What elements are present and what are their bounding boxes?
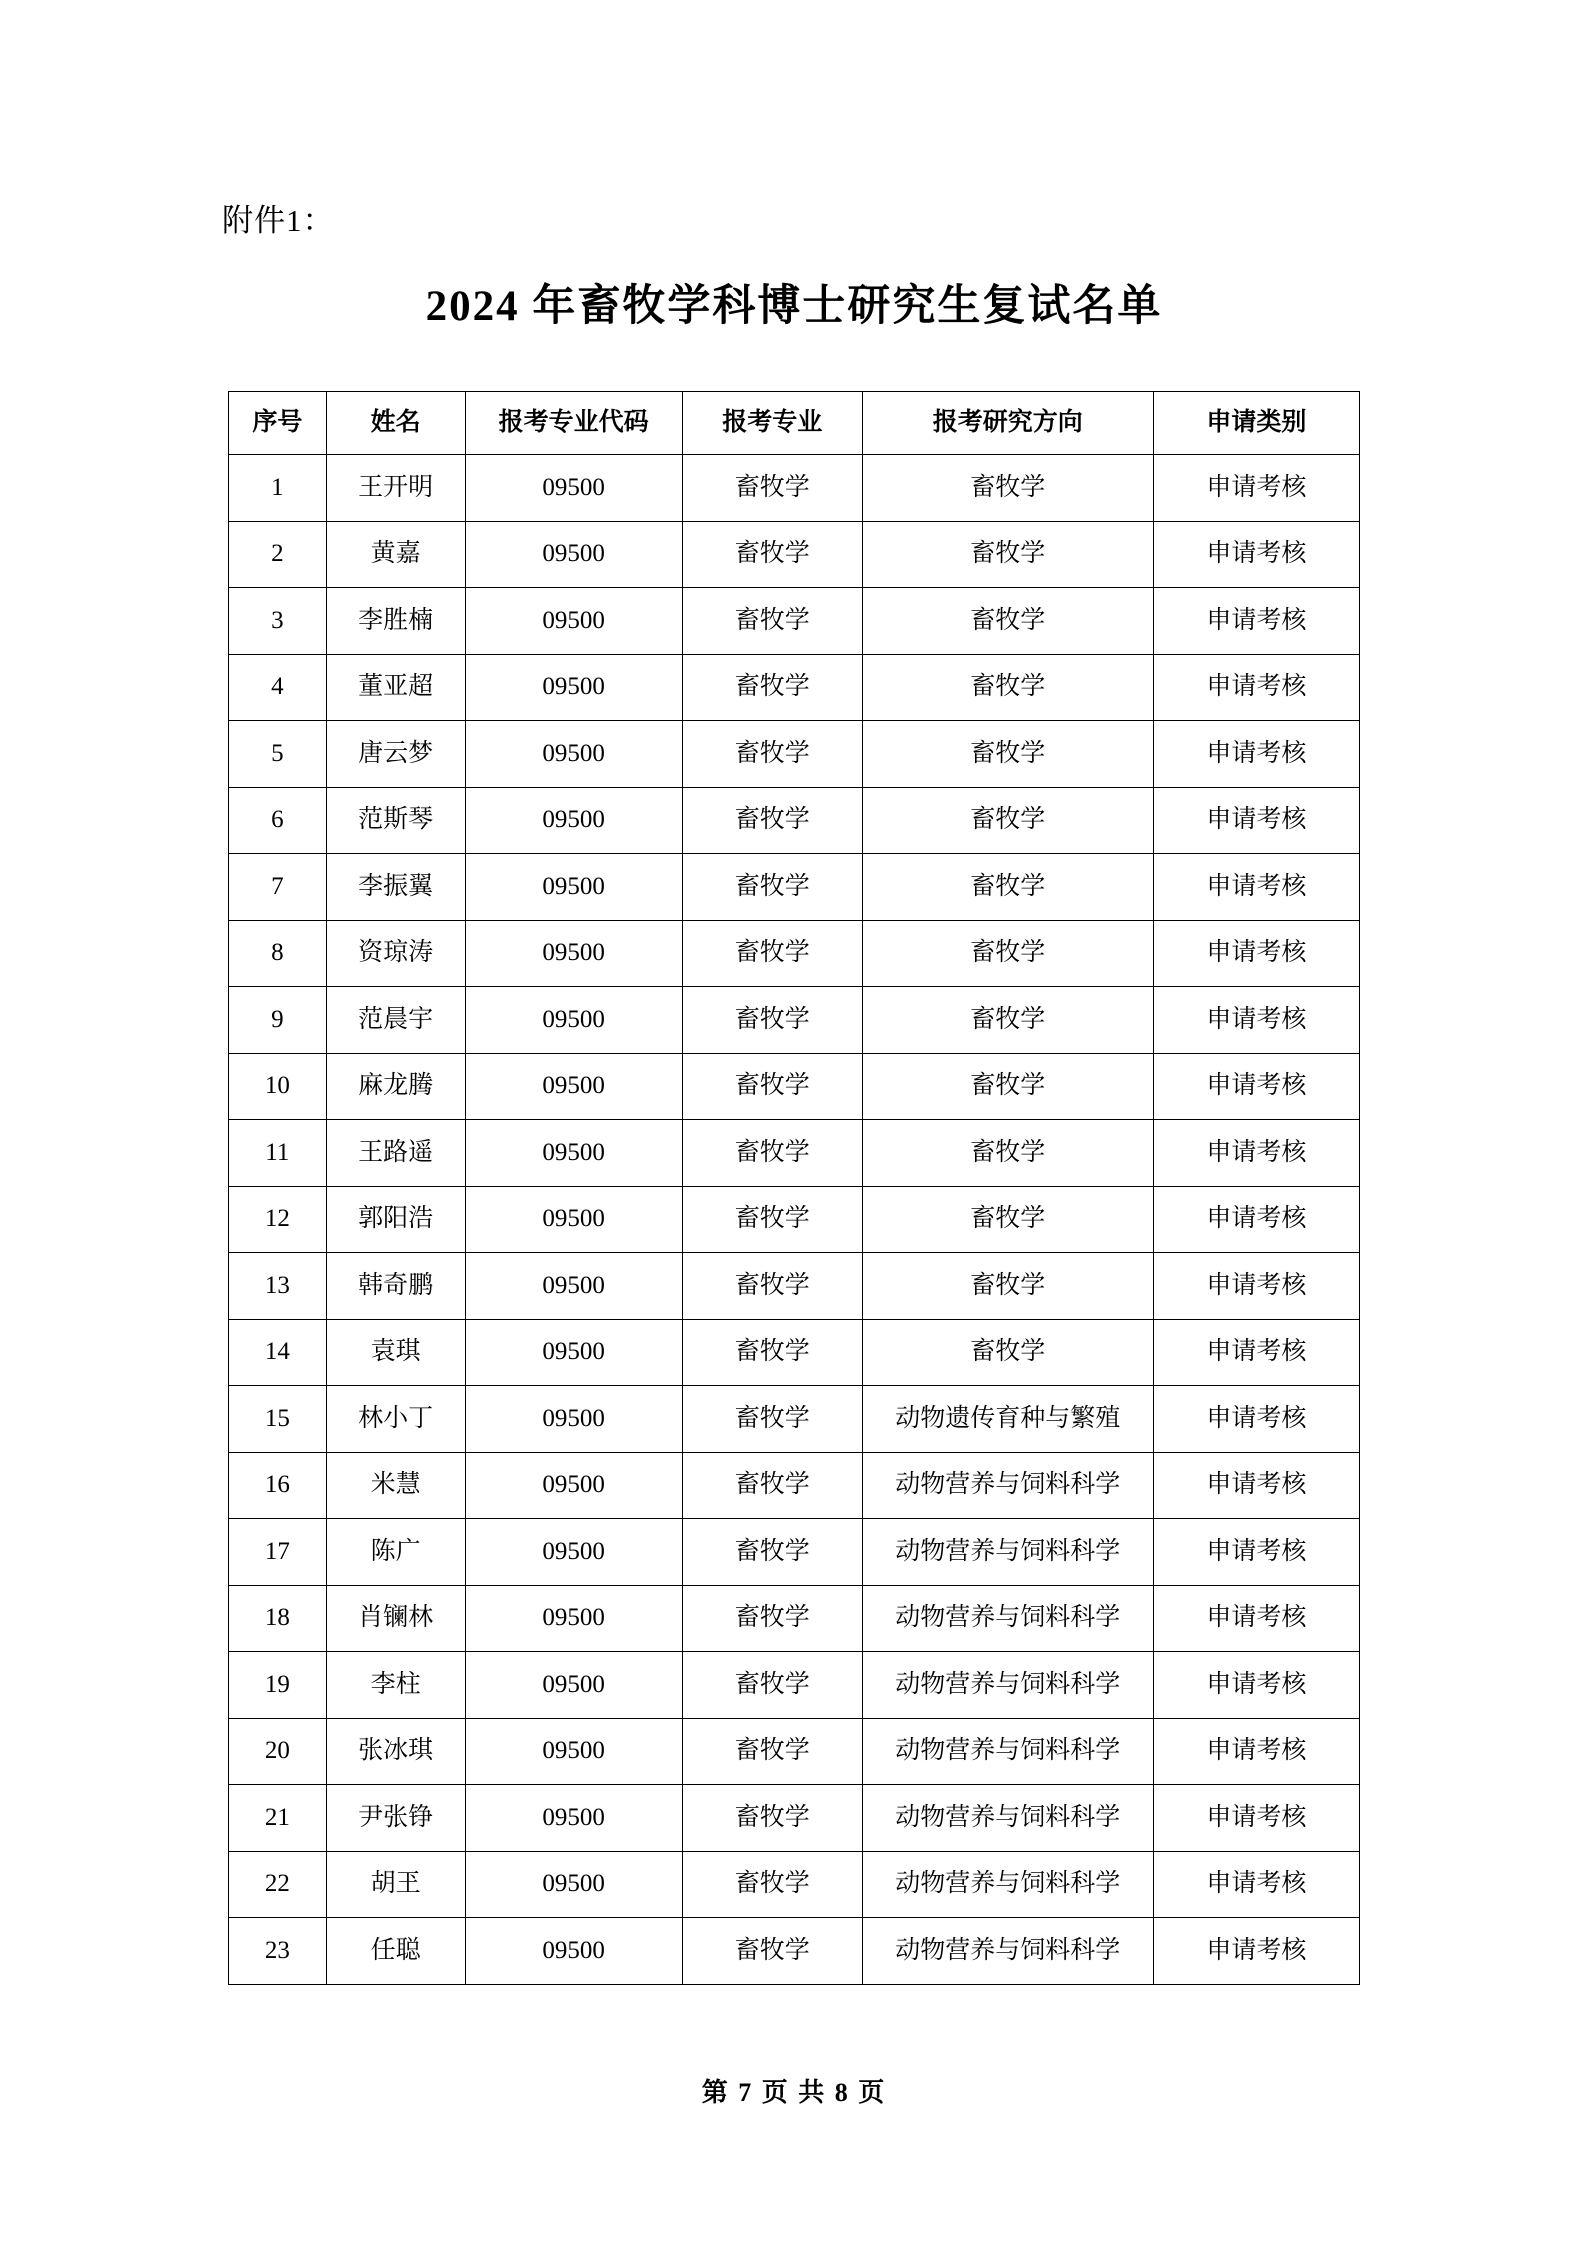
cell-major: 畜牧学 (682, 787, 862, 854)
cell-index: 18 (229, 1585, 327, 1652)
cell-research-direction: 畜牧学 (862, 987, 1153, 1054)
cell-application-type: 申请考核 (1153, 920, 1359, 987)
cell-major: 畜牧学 (682, 1319, 862, 1386)
cell-major: 畜牧学 (682, 1585, 862, 1652)
cell-name: 张冰琪 (326, 1718, 465, 1785)
cell-index: 5 (229, 721, 327, 788)
roster-table-body (229, 455, 1360, 1985)
table-row (229, 1452, 1360, 1519)
table-row (229, 721, 1360, 788)
roster-table (228, 391, 1360, 1985)
table-row (229, 1053, 1360, 1120)
cell-name: 肖镧林 (326, 1585, 465, 1652)
cell-major-code: 09500 (465, 455, 682, 522)
column-header-index: 序号 (229, 392, 327, 455)
cell-research-direction: 动物营养与饲料科学 (862, 1851, 1153, 1918)
cell-major-code: 09500 (465, 1253, 682, 1320)
cell-major: 畜牧学 (682, 920, 862, 987)
cell-major-code: 09500 (465, 1319, 682, 1386)
cell-major: 畜牧学 (682, 1718, 862, 1785)
cell-name: 王路遥 (326, 1120, 465, 1187)
cell-major-code: 09500 (465, 521, 682, 588)
cell-name: 唐云梦 (326, 721, 465, 788)
cell-major: 畜牧学 (682, 1519, 862, 1586)
cell-major-code: 09500 (465, 1918, 682, 1985)
cell-research-direction: 畜牧学 (862, 920, 1153, 987)
column-header-application-type: 申请类别 (1153, 392, 1359, 455)
cell-application-type: 申请考核 (1153, 521, 1359, 588)
cell-major-code: 09500 (465, 987, 682, 1054)
cell-research-direction: 动物营养与饲料科学 (862, 1452, 1153, 1519)
cell-major: 畜牧学 (682, 854, 862, 921)
cell-application-type: 申请考核 (1153, 854, 1359, 921)
cell-name: 袁琪 (326, 1319, 465, 1386)
cell-index: 1 (229, 455, 327, 522)
cell-major-code: 09500 (465, 1053, 682, 1120)
cell-major-code: 09500 (465, 1452, 682, 1519)
table-row (229, 920, 1360, 987)
cell-index: 2 (229, 521, 327, 588)
cell-research-direction: 动物营养与饲料科学 (862, 1585, 1153, 1652)
cell-name: 黄嘉 (326, 521, 465, 588)
cell-major-code: 09500 (465, 654, 682, 721)
page-title: 2024 年畜牧学科博士研究生复试名单 (425, 283, 1163, 330)
cell-major: 畜牧学 (682, 1186, 862, 1253)
cell-application-type: 申请考核 (1153, 588, 1359, 655)
cell-index: 7 (229, 854, 327, 921)
page-footer: 第 7 页 共 8 页 (701, 2078, 887, 2107)
cell-name: 李振翼 (326, 854, 465, 921)
table-row (229, 1851, 1360, 1918)
table-row (229, 1785, 1360, 1852)
cell-name: 李柱 (326, 1652, 465, 1719)
table-row (229, 455, 1360, 522)
table-row (229, 521, 1360, 588)
cell-research-direction: 动物营养与饲料科学 (862, 1718, 1153, 1785)
cell-major-code: 09500 (465, 1785, 682, 1852)
cell-index: 11 (229, 1120, 327, 1187)
cell-major: 畜牧学 (682, 588, 862, 655)
cell-application-type: 申请考核 (1153, 1918, 1359, 1985)
cell-application-type: 申请考核 (1153, 455, 1359, 522)
cell-name: 任聪 (326, 1918, 465, 1985)
cell-major: 畜牧学 (682, 1386, 862, 1453)
cell-application-type: 申请考核 (1153, 987, 1359, 1054)
cell-application-type: 申请考核 (1153, 1386, 1359, 1453)
cell-major: 畜牧学 (682, 521, 862, 588)
cell-name: 胡玊 (326, 1851, 465, 1918)
table-row (229, 787, 1360, 854)
cell-application-type: 申请考核 (1153, 1253, 1359, 1320)
cell-index: 3 (229, 588, 327, 655)
cell-application-type: 申请考核 (1153, 1785, 1359, 1852)
cell-name: 范斯琴 (326, 787, 465, 854)
table-row (229, 987, 1360, 1054)
cell-research-direction: 畜牧学 (862, 588, 1153, 655)
cell-application-type: 申请考核 (1153, 787, 1359, 854)
cell-major: 畜牧学 (682, 455, 862, 522)
cell-name: 韩奇鹏 (326, 1253, 465, 1320)
cell-research-direction: 畜牧学 (862, 787, 1153, 854)
cell-name: 米慧 (326, 1452, 465, 1519)
cell-research-direction: 动物营养与饲料科学 (862, 1785, 1153, 1852)
cell-index: 9 (229, 987, 327, 1054)
cell-name: 范晨宇 (326, 987, 465, 1054)
cell-major: 畜牧学 (682, 721, 862, 788)
cell-index: 12 (229, 1186, 327, 1253)
cell-major-code: 09500 (465, 854, 682, 921)
attachment-label: 附件1： (222, 203, 335, 238)
cell-index: 19 (229, 1652, 327, 1719)
cell-application-type: 申请考核 (1153, 1452, 1359, 1519)
table-row (229, 1319, 1360, 1386)
cell-major-code: 09500 (465, 1718, 682, 1785)
cell-research-direction: 畜牧学 (862, 521, 1153, 588)
cell-research-direction: 畜牧学 (862, 654, 1153, 721)
table-row (229, 1120, 1360, 1187)
roster-table-container (228, 391, 1360, 1985)
table-header-row (229, 392, 1360, 455)
cell-major: 畜牧学 (682, 987, 862, 1054)
column-header-research-direction: 报考研究方向 (862, 392, 1153, 455)
cell-application-type: 申请考核 (1153, 1585, 1359, 1652)
cell-major: 畜牧学 (682, 1785, 862, 1852)
cell-name: 郭阳浩 (326, 1186, 465, 1253)
cell-major-code: 09500 (465, 721, 682, 788)
cell-application-type: 申请考核 (1153, 1851, 1359, 1918)
table-row (229, 654, 1360, 721)
cell-major: 畜牧学 (682, 1120, 862, 1187)
cell-research-direction: 畜牧学 (862, 1253, 1153, 1320)
cell-major: 畜牧学 (682, 1851, 862, 1918)
cell-application-type: 申请考核 (1153, 1120, 1359, 1187)
cell-name: 陈广 (326, 1519, 465, 1586)
cell-application-type: 申请考核 (1153, 1519, 1359, 1586)
cell-application-type: 申请考核 (1153, 654, 1359, 721)
cell-index: 21 (229, 1785, 327, 1852)
cell-name: 林小丁 (326, 1386, 465, 1453)
cell-index: 10 (229, 1053, 327, 1120)
cell-name: 王开明 (326, 455, 465, 522)
cell-major: 畜牧学 (682, 1452, 862, 1519)
table-row (229, 854, 1360, 921)
cell-index: 20 (229, 1718, 327, 1785)
cell-research-direction: 动物遗传育种与繁殖 (862, 1386, 1153, 1453)
cell-index: 6 (229, 787, 327, 854)
cell-major-code: 09500 (465, 1652, 682, 1719)
table-row (229, 1253, 1360, 1320)
cell-index: 15 (229, 1386, 327, 1453)
cell-index: 22 (229, 1851, 327, 1918)
cell-research-direction: 动物营养与饲料科学 (862, 1652, 1153, 1719)
cell-major-code: 09500 (465, 1120, 682, 1187)
table-row (229, 1718, 1360, 1785)
cell-major: 畜牧学 (682, 1652, 862, 1719)
table-row (229, 1918, 1360, 1985)
cell-name: 董亚超 (326, 654, 465, 721)
cell-research-direction: 动物营养与饲料科学 (862, 1519, 1153, 1586)
cell-research-direction: 动物营养与饲料科学 (862, 1918, 1153, 1985)
cell-research-direction: 畜牧学 (862, 1120, 1153, 1187)
cell-major-code: 09500 (465, 1186, 682, 1253)
cell-research-direction: 畜牧学 (862, 854, 1153, 921)
table-row (229, 1652, 1360, 1719)
cell-application-type: 申请考核 (1153, 721, 1359, 788)
cell-major: 畜牧学 (682, 1053, 862, 1120)
cell-major-code: 09500 (465, 920, 682, 987)
cell-major-code: 09500 (465, 1851, 682, 1918)
table-row (229, 1386, 1360, 1453)
cell-index: 4 (229, 654, 327, 721)
cell-research-direction: 畜牧学 (862, 1186, 1153, 1253)
column-header-major: 报考专业 (682, 392, 862, 455)
cell-application-type: 申请考核 (1153, 1319, 1359, 1386)
cell-major-code: 09500 (465, 1585, 682, 1652)
cell-major-code: 09500 (465, 1519, 682, 1586)
cell-major: 畜牧学 (682, 654, 862, 721)
cell-index: 23 (229, 1918, 327, 1985)
table-row (229, 588, 1360, 655)
cell-research-direction: 畜牧学 (862, 1053, 1153, 1120)
table-row (229, 1585, 1360, 1652)
cell-research-direction: 畜牧学 (862, 455, 1153, 522)
cell-application-type: 申请考核 (1153, 1652, 1359, 1719)
table-row (229, 1186, 1360, 1253)
table-row (229, 1519, 1360, 1586)
cell-application-type: 申请考核 (1153, 1053, 1359, 1120)
column-header-name: 姓名 (326, 392, 465, 455)
cell-name: 李胜楠 (326, 588, 465, 655)
cell-research-direction: 畜牧学 (862, 1319, 1153, 1386)
cell-application-type: 申请考核 (1153, 1186, 1359, 1253)
cell-application-type: 申请考核 (1153, 1718, 1359, 1785)
cell-major-code: 09500 (465, 787, 682, 854)
cell-research-direction: 畜牧学 (862, 721, 1153, 788)
cell-index: 14 (229, 1319, 327, 1386)
cell-name: 尹张铮 (326, 1785, 465, 1852)
cell-index: 8 (229, 920, 327, 987)
cell-major: 畜牧学 (682, 1253, 862, 1320)
cell-name: 资琼涛 (326, 920, 465, 987)
cell-major-code: 09500 (465, 1386, 682, 1453)
cell-major-code: 09500 (465, 588, 682, 655)
cell-index: 17 (229, 1519, 327, 1586)
cell-major: 畜牧学 (682, 1918, 862, 1985)
column-header-major-code: 报考专业代码 (465, 392, 682, 455)
cell-index: 16 (229, 1452, 327, 1519)
cell-name: 麻龙腾 (326, 1053, 465, 1120)
cell-index: 13 (229, 1253, 327, 1320)
